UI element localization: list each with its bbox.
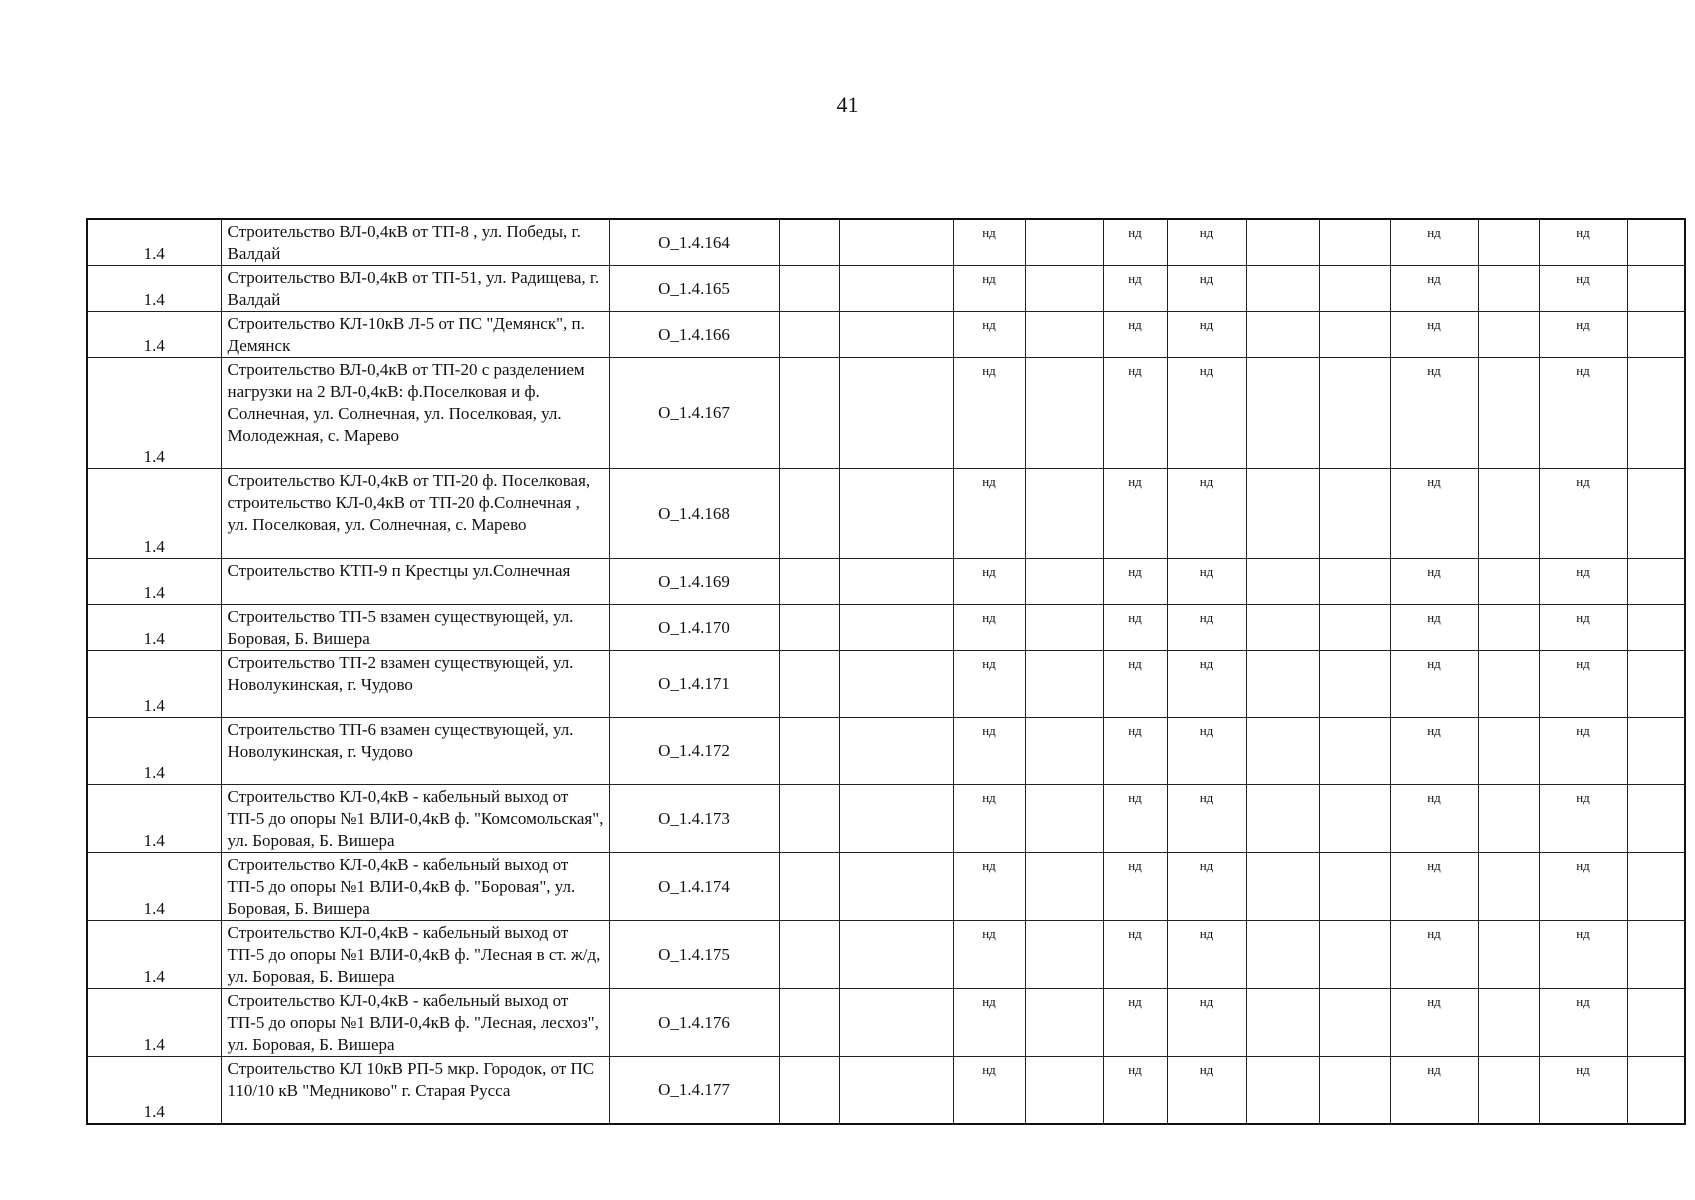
empty-cell: [1025, 718, 1103, 785]
nd-cell: нд: [953, 989, 1025, 1057]
nd-cell: нд: [1390, 853, 1478, 921]
empty-cell: [1319, 266, 1390, 312]
nd-cell: нд: [953, 1057, 1025, 1124]
row-name: Строительство КЛ-0,4кВ - кабельный выход от ТП-5 до опоры №1 ВЛИ-0,4кВ ф. "Лесная, лесхоз", ул. Боровая, Б. Вишера: [221, 989, 609, 1057]
row-code: О_1.4.172: [609, 718, 779, 785]
empty-cell: [1478, 266, 1539, 312]
row-number: 1.4: [87, 358, 221, 469]
empty-cell: [1627, 718, 1685, 785]
page-number: 41: [836, 92, 859, 117]
row-number: 1.4: [87, 219, 221, 266]
empty-cell: [1246, 785, 1319, 853]
nd-cell: нд: [1539, 312, 1627, 358]
empty-cell: [1478, 651, 1539, 718]
empty-cell: [1478, 559, 1539, 605]
nd-cell: нд: [1167, 469, 1246, 559]
empty-cell: [779, 785, 839, 853]
nd-cell: нд: [953, 718, 1025, 785]
nd-cell: нд: [1390, 989, 1478, 1057]
empty-cell: [1319, 989, 1390, 1057]
empty-cell: [839, 219, 953, 266]
table-row: [87, 605, 1685, 651]
row-name: Строительство ТП-2 взамен существующей, ул. Новолукинская, г. Чудово: [221, 651, 609, 718]
empty-cell: [1246, 989, 1319, 1057]
empty-cell: [779, 718, 839, 785]
table-row: [87, 559, 1685, 605]
row-name: Строительство ТП-6 взамен существующей, ул. Новолукинская, г. Чудово: [221, 718, 609, 785]
nd-cell: нд: [1167, 785, 1246, 853]
empty-cell: [779, 605, 839, 651]
empty-cell: [1478, 605, 1539, 651]
row-name: Строительство КЛ-0,4кВ - кабельный выход от ТП-5 до опоры №1 ВЛИ-0,4кВ ф. "Лесная в ст. ж/д, ул. Боровая, Б. Вишера: [221, 921, 609, 989]
row-number: 1.4: [87, 605, 221, 651]
nd-cell: нд: [953, 312, 1025, 358]
nd-cell: нд: [1539, 718, 1627, 785]
nd-cell: нд: [1390, 219, 1478, 266]
nd-cell: нд: [1539, 358, 1627, 469]
nd-cell: нд: [953, 605, 1025, 651]
empty-cell: [1627, 469, 1685, 559]
row-code: О_1.4.168: [609, 469, 779, 559]
empty-cell: [779, 312, 839, 358]
empty-cell: [1246, 605, 1319, 651]
nd-cell: нд: [1390, 605, 1478, 651]
table-row: [87, 312, 1685, 358]
table-row: [87, 358, 1685, 469]
empty-cell: [1627, 1057, 1685, 1124]
nd-cell: нд: [1167, 651, 1246, 718]
row-name: Строительство КЛ-0,4кВ - кабельный выход от ТП-5 до опоры №1 ВЛИ-0,4кВ ф. "Комсомольская", ул. Боровая, Б. Вишера: [221, 785, 609, 853]
nd-cell: нд: [1167, 358, 1246, 469]
empty-cell: [1025, 312, 1103, 358]
nd-cell: нд: [1103, 853, 1167, 921]
empty-cell: [1627, 785, 1685, 853]
nd-cell: нд: [1103, 312, 1167, 358]
empty-cell: [839, 559, 953, 605]
row-name: Строительство КЛ-10кВ Л-5 от ПС "Демянск", п. Демянск: [221, 312, 609, 358]
nd-cell: нд: [1103, 219, 1167, 266]
nd-cell: нд: [1390, 651, 1478, 718]
empty-cell: [1246, 718, 1319, 785]
empty-cell: [779, 651, 839, 718]
row-code: О_1.4.174: [609, 853, 779, 921]
nd-cell: нд: [1390, 718, 1478, 785]
empty-cell: [1319, 921, 1390, 989]
nd-cell: нд: [953, 651, 1025, 718]
project-table: [86, 218, 1686, 1125]
nd-cell: нд: [1390, 559, 1478, 605]
empty-cell: [839, 469, 953, 559]
row-name: Строительство ВЛ-0,4кВ от ТП-8 , ул. Победы, г. Валдай: [221, 219, 609, 266]
empty-cell: [779, 358, 839, 469]
nd-cell: нд: [953, 358, 1025, 469]
empty-cell: [1319, 605, 1390, 651]
nd-cell: нд: [1539, 853, 1627, 921]
nd-cell: нд: [1167, 853, 1246, 921]
empty-cell: [1246, 469, 1319, 559]
empty-cell: [1319, 358, 1390, 469]
empty-cell: [1246, 651, 1319, 718]
nd-cell: нд: [953, 219, 1025, 266]
row-name: Строительство КЛ 10кВ РП-5 мкр. Городок, от ПС 110/10 кВ "Медниково" г. Старая Русса: [221, 1057, 609, 1124]
empty-cell: [779, 219, 839, 266]
table-row: [87, 853, 1685, 921]
empty-cell: [1246, 358, 1319, 469]
row-number: 1.4: [87, 921, 221, 989]
nd-cell: нд: [1103, 469, 1167, 559]
empty-cell: [839, 358, 953, 469]
empty-cell: [1478, 785, 1539, 853]
nd-cell: нд: [1539, 559, 1627, 605]
empty-cell: [1478, 853, 1539, 921]
empty-cell: [1627, 921, 1685, 989]
empty-cell: [1478, 921, 1539, 989]
empty-cell: [1246, 559, 1319, 605]
empty-cell: [1025, 469, 1103, 559]
nd-cell: нд: [1103, 785, 1167, 853]
row-number: 1.4: [87, 651, 221, 718]
empty-cell: [839, 605, 953, 651]
nd-cell: нд: [1539, 266, 1627, 312]
row-name: Строительство КЛ-0,4кВ от ТП-20 ф. Поселковая, строительство КЛ-0,4кВ от ТП-20 ф.Солнечная , ул. Поселковая, ул. Солнечная, с. Марево: [221, 469, 609, 559]
row-code: О_1.4.170: [609, 605, 779, 651]
empty-cell: [1025, 651, 1103, 718]
row-number: 1.4: [87, 266, 221, 312]
row-code: О_1.4.165: [609, 266, 779, 312]
nd-cell: нд: [1103, 266, 1167, 312]
nd-cell: нд: [1167, 559, 1246, 605]
row-number: 1.4: [87, 989, 221, 1057]
empty-cell: [1246, 219, 1319, 266]
table-row: [87, 785, 1685, 853]
empty-cell: [839, 921, 953, 989]
nd-cell: нд: [1103, 651, 1167, 718]
nd-cell: нд: [1103, 605, 1167, 651]
empty-cell: [1025, 785, 1103, 853]
empty-cell: [779, 469, 839, 559]
nd-cell: нд: [1167, 266, 1246, 312]
nd-cell: нд: [1167, 718, 1246, 785]
table-row: [87, 469, 1685, 559]
table-row: [87, 219, 1685, 266]
empty-cell: [1246, 1057, 1319, 1124]
empty-cell: [779, 989, 839, 1057]
nd-cell: нд: [1167, 921, 1246, 989]
nd-cell: нд: [1539, 1057, 1627, 1124]
row-name: Строительство ТП-5 взамен существующей, ул. Боровая, Б. Вишера: [221, 605, 609, 651]
empty-cell: [839, 785, 953, 853]
row-code: О_1.4.175: [609, 921, 779, 989]
nd-cell: нд: [1390, 358, 1478, 469]
empty-cell: [1319, 312, 1390, 358]
empty-cell: [1627, 651, 1685, 718]
empty-cell: [1319, 853, 1390, 921]
empty-cell: [1627, 358, 1685, 469]
nd-cell: нд: [1539, 219, 1627, 266]
row-code: О_1.4.164: [609, 219, 779, 266]
empty-cell: [839, 651, 953, 718]
row-number: 1.4: [87, 718, 221, 785]
nd-cell: нд: [1390, 312, 1478, 358]
empty-cell: [1025, 605, 1103, 651]
nd-cell: нд: [1103, 1057, 1167, 1124]
nd-cell: нд: [1103, 718, 1167, 785]
empty-cell: [779, 1057, 839, 1124]
empty-cell: [1025, 559, 1103, 605]
empty-cell: [1627, 989, 1685, 1057]
empty-cell: [1319, 559, 1390, 605]
row-code: О_1.4.173: [609, 785, 779, 853]
empty-cell: [1627, 853, 1685, 921]
nd-cell: нд: [1539, 785, 1627, 853]
empty-cell: [839, 718, 953, 785]
empty-cell: [1025, 989, 1103, 1057]
empty-cell: [1025, 1057, 1103, 1124]
empty-cell: [779, 559, 839, 605]
empty-cell: [1478, 989, 1539, 1057]
table-row: [87, 921, 1685, 989]
table-row: [87, 266, 1685, 312]
nd-cell: нд: [1103, 559, 1167, 605]
empty-cell: [1319, 469, 1390, 559]
empty-cell: [1627, 312, 1685, 358]
empty-cell: [1478, 718, 1539, 785]
empty-cell: [779, 853, 839, 921]
empty-cell: [1246, 921, 1319, 989]
empty-cell: [839, 266, 953, 312]
row-code: О_1.4.176: [609, 989, 779, 1057]
empty-cell: [1319, 219, 1390, 266]
empty-cell: [1478, 1057, 1539, 1124]
row-number: 1.4: [87, 785, 221, 853]
table-row: [87, 718, 1685, 785]
empty-cell: [1319, 1057, 1390, 1124]
row-number: 1.4: [87, 559, 221, 605]
empty-cell: [1478, 312, 1539, 358]
nd-cell: нд: [1390, 921, 1478, 989]
row-code: О_1.4.167: [609, 358, 779, 469]
empty-cell: [1246, 312, 1319, 358]
row-code: О_1.4.169: [609, 559, 779, 605]
empty-cell: [1246, 853, 1319, 921]
nd-cell: нд: [953, 266, 1025, 312]
table-row: [87, 989, 1685, 1057]
row-code: О_1.4.166: [609, 312, 779, 358]
empty-cell: [1319, 718, 1390, 785]
nd-cell: нд: [1539, 605, 1627, 651]
table-body: [87, 219, 1685, 1124]
row-number: 1.4: [87, 853, 221, 921]
nd-cell: нд: [1539, 651, 1627, 718]
empty-cell: [839, 989, 953, 1057]
row-number: 1.4: [87, 1057, 221, 1124]
empty-cell: [779, 266, 839, 312]
nd-cell: нд: [1539, 469, 1627, 559]
table-row: [87, 1057, 1685, 1124]
table-row: [87, 651, 1685, 718]
empty-cell: [1025, 853, 1103, 921]
empty-cell: [839, 312, 953, 358]
empty-cell: [1025, 266, 1103, 312]
nd-cell: нд: [953, 785, 1025, 853]
empty-cell: [1319, 785, 1390, 853]
nd-cell: нд: [1390, 469, 1478, 559]
empty-cell: [1478, 358, 1539, 469]
nd-cell: нд: [953, 559, 1025, 605]
row-name: Строительство ВЛ-0,4кВ от ТП-20 с разделением нагрузки на 2 ВЛ-0,4кВ: ф.Поселковая и ф. Солнечная, ул. Солнечная, ул. Поселковая, ул. Молодежная, с. Марево: [221, 358, 609, 469]
nd-cell: нд: [1167, 312, 1246, 358]
empty-cell: [1319, 651, 1390, 718]
row-name: Строительство ВЛ-0,4кВ от ТП-51, ул. Радищева, г. Валдай: [221, 266, 609, 312]
empty-cell: [1627, 219, 1685, 266]
row-name: Строительство КТП-9 п Крестцы ул.Солнечная: [221, 559, 609, 605]
nd-cell: нд: [953, 921, 1025, 989]
row-name: Строительство КЛ-0,4кВ - кабельный выход от ТП-5 до опоры №1 ВЛИ-0,4кВ ф. "Боровая", ул. Боровая, Б. Вишера: [221, 853, 609, 921]
empty-cell: [1627, 605, 1685, 651]
nd-cell: нд: [1167, 605, 1246, 651]
empty-cell: [779, 921, 839, 989]
nd-cell: нд: [1390, 1057, 1478, 1124]
empty-cell: [1025, 358, 1103, 469]
nd-cell: нд: [1390, 785, 1478, 853]
empty-cell: [1627, 559, 1685, 605]
nd-cell: нд: [1103, 358, 1167, 469]
empty-cell: [1025, 219, 1103, 266]
nd-cell: нд: [953, 853, 1025, 921]
empty-cell: [1246, 266, 1319, 312]
nd-cell: нд: [1167, 989, 1246, 1057]
nd-cell: нд: [1167, 1057, 1246, 1124]
row-code: О_1.4.171: [609, 651, 779, 718]
row-number: 1.4: [87, 469, 221, 559]
nd-cell: нд: [1539, 921, 1627, 989]
empty-cell: [1478, 219, 1539, 266]
nd-cell: нд: [1103, 989, 1167, 1057]
empty-cell: [839, 853, 953, 921]
row-code: О_1.4.177: [609, 1057, 779, 1124]
nd-cell: нд: [953, 469, 1025, 559]
empty-cell: [1627, 266, 1685, 312]
nd-cell: нд: [1103, 921, 1167, 989]
nd-cell: нд: [1539, 989, 1627, 1057]
nd-cell: нд: [1390, 266, 1478, 312]
row-number: 1.4: [87, 312, 221, 358]
empty-cell: [839, 1057, 953, 1124]
empty-cell: [1478, 469, 1539, 559]
empty-cell: [1025, 921, 1103, 989]
nd-cell: нд: [1167, 219, 1246, 266]
